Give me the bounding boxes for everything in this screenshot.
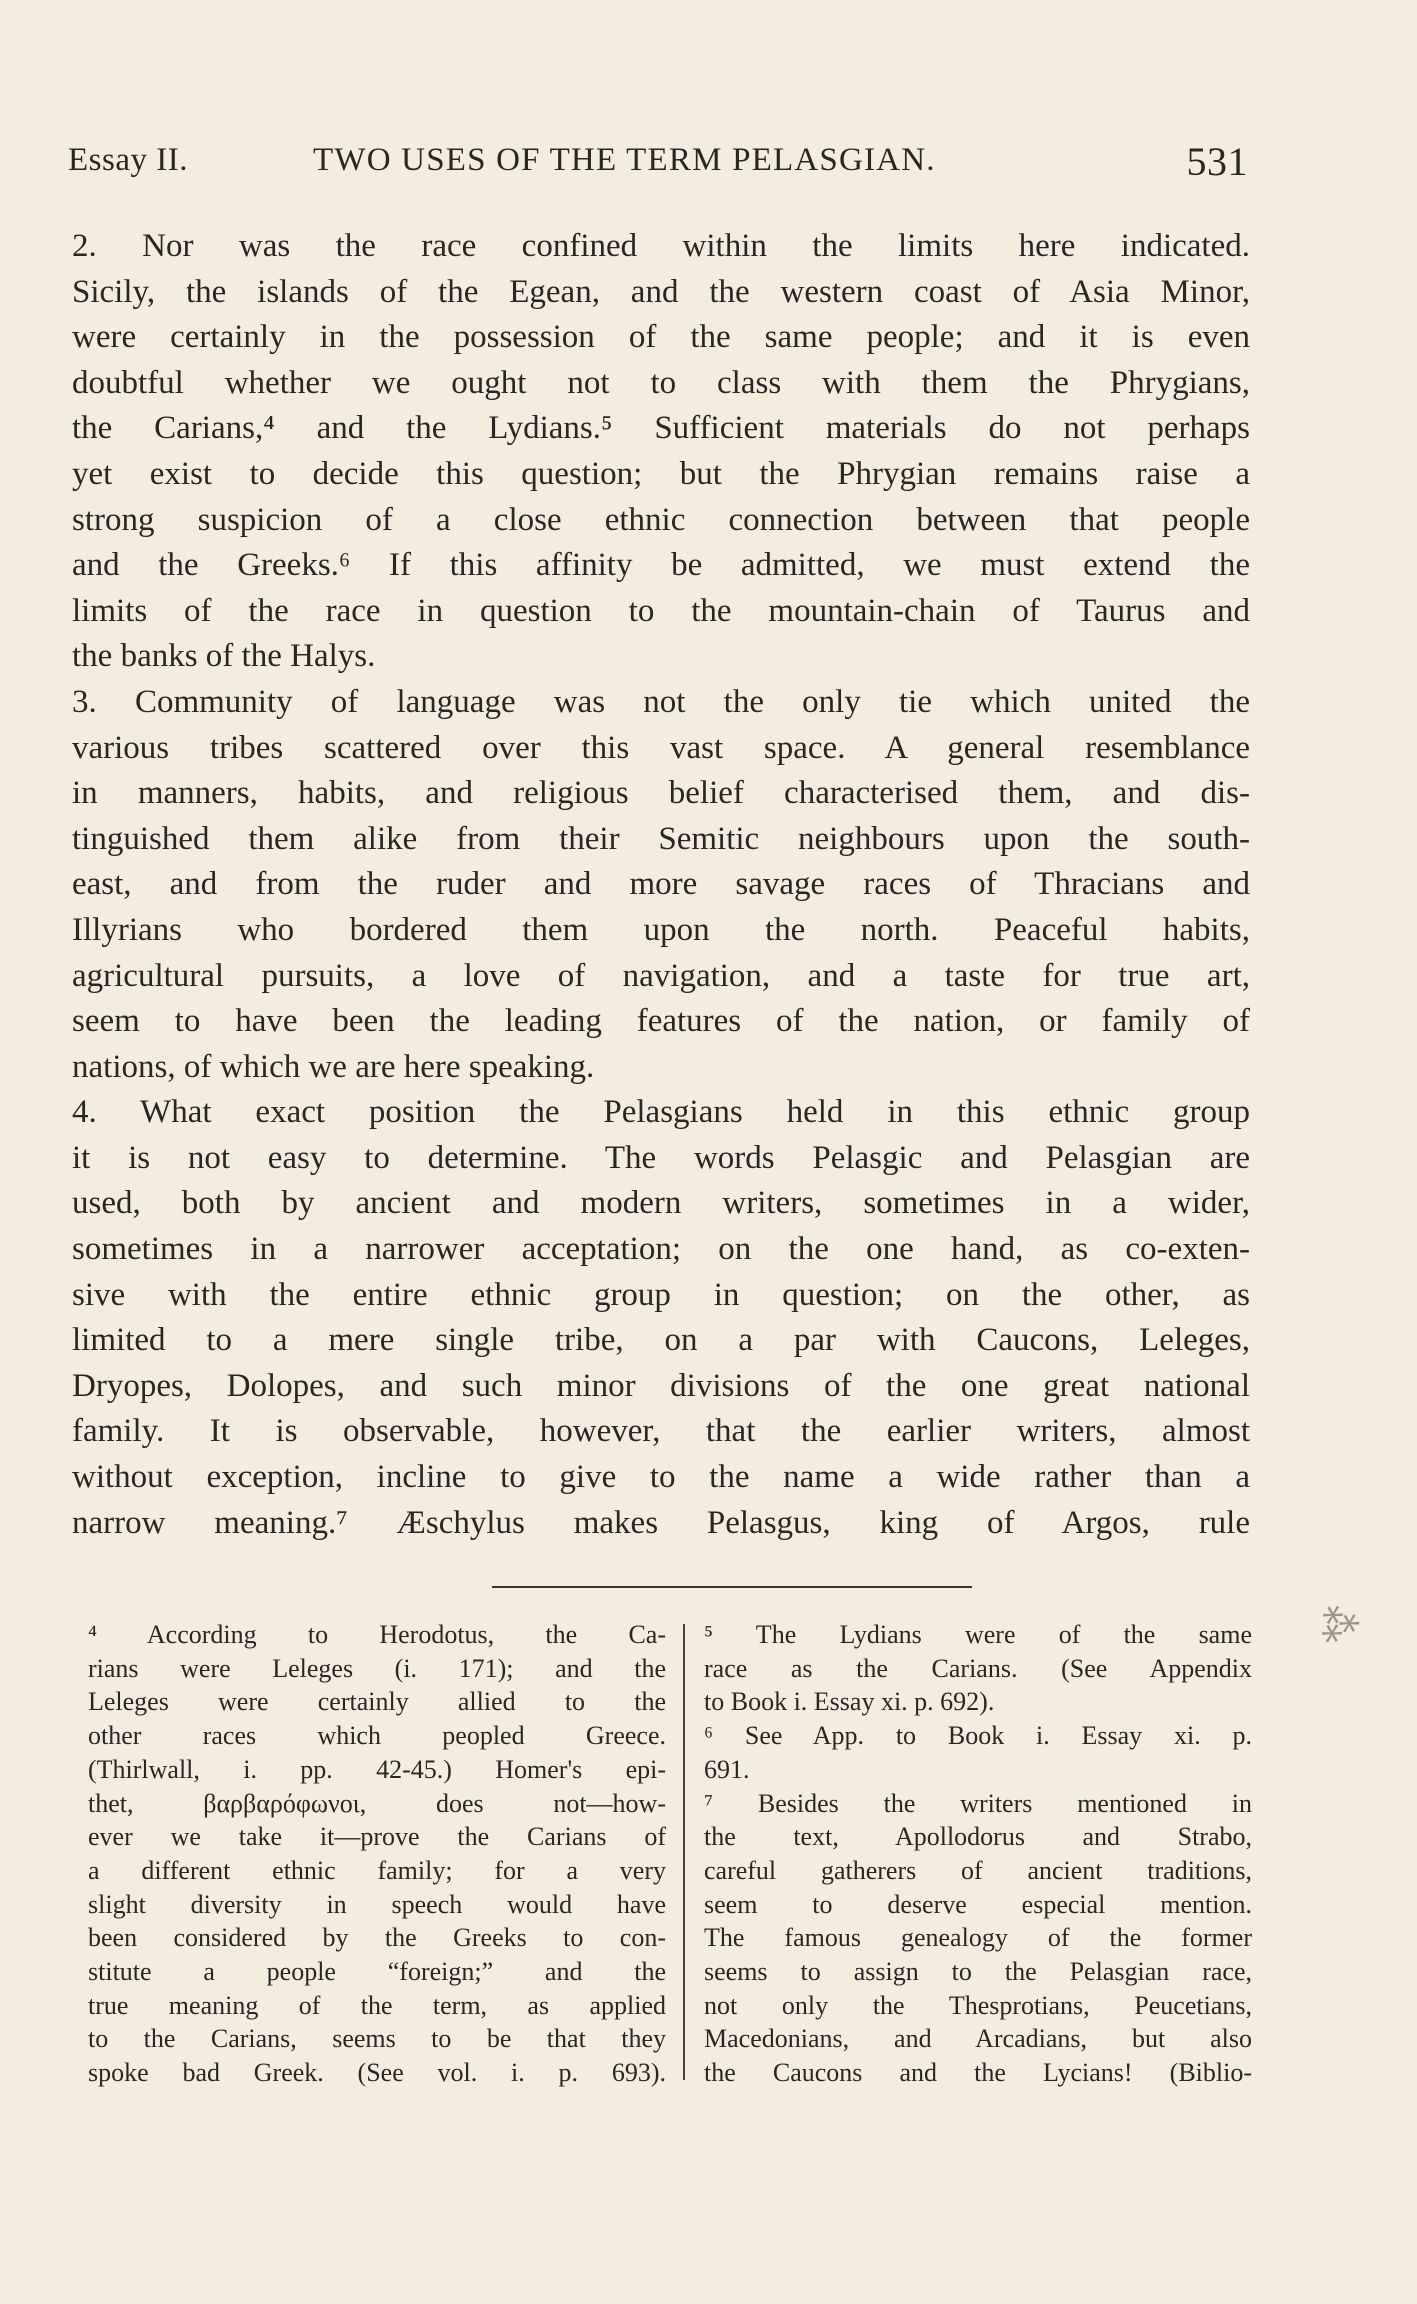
body-line: 4. What exact position the Pelasgians held in this ethnic group — [72, 1094, 1250, 1131]
footnote-line: a different ethnic family; for a very — [88, 1855, 666, 1885]
body-line: narrow meaning.⁷ Æschylus makes Pelasgus, king of Argos, rule — [72, 1504, 1250, 1541]
body-line: 2. Nor was the race confined within the limits here indicated. — [72, 228, 1250, 264]
footnote-column-divider — [683, 1624, 685, 2080]
running-head — [68, 139, 1248, 186]
footnote-line: Leleges were certainly allied to the — [88, 1687, 666, 1717]
body-line: and the Greeks.⁶ If this affinity be admitted, we must extend the — [72, 547, 1250, 584]
footnotes-right-column — [704, 1618, 1252, 2090]
body-line: without exception, incline to give to the name a wide rather than a — [72, 1459, 1250, 1496]
footnote-line: been considered by the Greeks to con- — [88, 1923, 666, 1953]
footnote-line: ⁴ According to Herodotus, the Ca- — [88, 1620, 666, 1649]
page-number: 531 — [1186, 139, 1248, 184]
body-line: east, and from the ruder and more savage races of Thracians and — [72, 866, 1250, 903]
body-line: the banks of the Halys. — [72, 638, 376, 675]
footnote-line: ⁷ Besides the writers mentioned in — [704, 1788, 1252, 1818]
footnote-line: thet, βαρβαρόφωνοι, does not—how- — [88, 1788, 666, 1818]
footnote-line: spoke bad Greek. (See vol. i. p. 693). — [88, 2058, 666, 2088]
footnote-line: 691. — [704, 1754, 750, 1784]
body-line: in manners, habits, and religious belief characterised them, and dis- — [72, 775, 1250, 812]
running-head-title: TWO USES OF THE TERM PELASGIAN. — [313, 142, 936, 178]
body-line: tinguished them alike from their Semitic neighbours upon the south- — [72, 820, 1250, 857]
footnote-line: the Caucons and the Lycians! (Biblio- — [704, 2058, 1252, 2088]
body-line: yet exist to decide this question; but the Phrygian remains raise a — [72, 455, 1250, 492]
body-line: sometimes in a narrower acceptation; on the one hand, as co-exten- — [72, 1231, 1250, 1268]
body-line: Illyrians who bordered them upon the north. Peaceful habits, — [72, 911, 1250, 948]
footnote-line: Macedonians, and Arcadians, but also — [704, 2024, 1252, 2054]
margin-ink-mark-icon: ⁂ — [1309, 1594, 1367, 1653]
body-line: Dryopes, Dolopes, and such minor divisions of the one great national — [72, 1367, 1250, 1404]
footnote-line: true meaning of the term, as applied — [88, 1990, 666, 2020]
footnote-line: careful gatherers of ancient traditions, — [704, 1855, 1252, 1885]
footnotes-left-column — [88, 1618, 666, 2090]
body-line: agricultural pursuits, a love of navigation, and a taste for true art, — [72, 957, 1250, 994]
footnote-line: The famous genealogy of the former — [704, 1923, 1252, 1953]
body-line: limited to a mere single tribe, on a par with Caucons, Leleges, — [72, 1322, 1250, 1359]
footnote-line: slight diversity in speech would have — [88, 1889, 666, 1919]
footnote-rule — [492, 1586, 972, 1588]
body-line: it is not easy to determine. The words Pelasgic and Pelasgian are — [72, 1139, 1250, 1176]
body-line: sive with the entire ethnic group in question; on the other, as — [72, 1276, 1250, 1313]
body-line: strong suspicion of a close ethnic connection between that people — [72, 501, 1250, 538]
body-line: limits of the race in question to the mountain-chain of Taurus and — [72, 592, 1250, 629]
footnote-line: not only the Thesprotians, Peucetians, — [704, 1990, 1252, 2020]
footnote-line: to the Carians, seems to be that they — [88, 2024, 666, 2054]
body-line: were certainly in the possession of the same people; and it is even — [72, 319, 1250, 356]
footnote-line: seem to deserve especial mention. — [704, 1889, 1252, 1919]
body-line: the Carians,⁴ and the Lydians.⁵ Sufficient materials do not perhaps — [72, 410, 1250, 447]
body-line: seem to have been the leading features of the nation, or family of — [72, 1003, 1250, 1040]
footnote-line: ever we take it—prove the Carians of — [88, 1822, 666, 1852]
footnote-line: stitute a people “foreign;” and the — [88, 1957, 666, 1987]
body-line: various tribes scattered over this vast space. A general resemblance — [72, 729, 1250, 766]
footnote-line: to Book i. Essay xi. p. 692). — [704, 1687, 995, 1717]
main-text — [72, 224, 1250, 1546]
footnote-line: race as the Carians. (See Appendix — [704, 1653, 1252, 1683]
body-line: doubtful whether we ought not to class with them the Phrygians, — [72, 364, 1250, 401]
body-line: nations, of which we are here speaking. — [72, 1048, 595, 1085]
body-line: used, both by ancient and modern writers, sometimes in a wider, — [72, 1185, 1250, 1222]
body-line: 3. Community of language was not the only tie which united the — [72, 683, 1250, 720]
footnote-line: ⁵ The Lydians were of the same — [704, 1620, 1252, 1649]
body-line: family. It is observable, however, that the earlier writers, almost — [72, 1413, 1250, 1450]
body-line: Sicily, the islands of the Egean, and the western coast of Asia Minor, — [72, 273, 1250, 310]
footnote-line: rians were Leleges (i. 171); and the — [88, 1653, 666, 1683]
footnote-line: the text, Apollodorus and Strabo, — [704, 1822, 1252, 1852]
footnote-line: ⁶ See App. to Book i. Essay xi. p. — [704, 1721, 1252, 1751]
footnote-line: seems to assign to the Pelasgian race, — [704, 1957, 1252, 1987]
footnote-line: (Thirlwall, i. pp. 42-45.) Homer's epi- — [88, 1754, 666, 1784]
footnote-line: other races which peopled Greece. — [88, 1721, 666, 1751]
running-head-essay: Essay II. — [68, 142, 188, 178]
